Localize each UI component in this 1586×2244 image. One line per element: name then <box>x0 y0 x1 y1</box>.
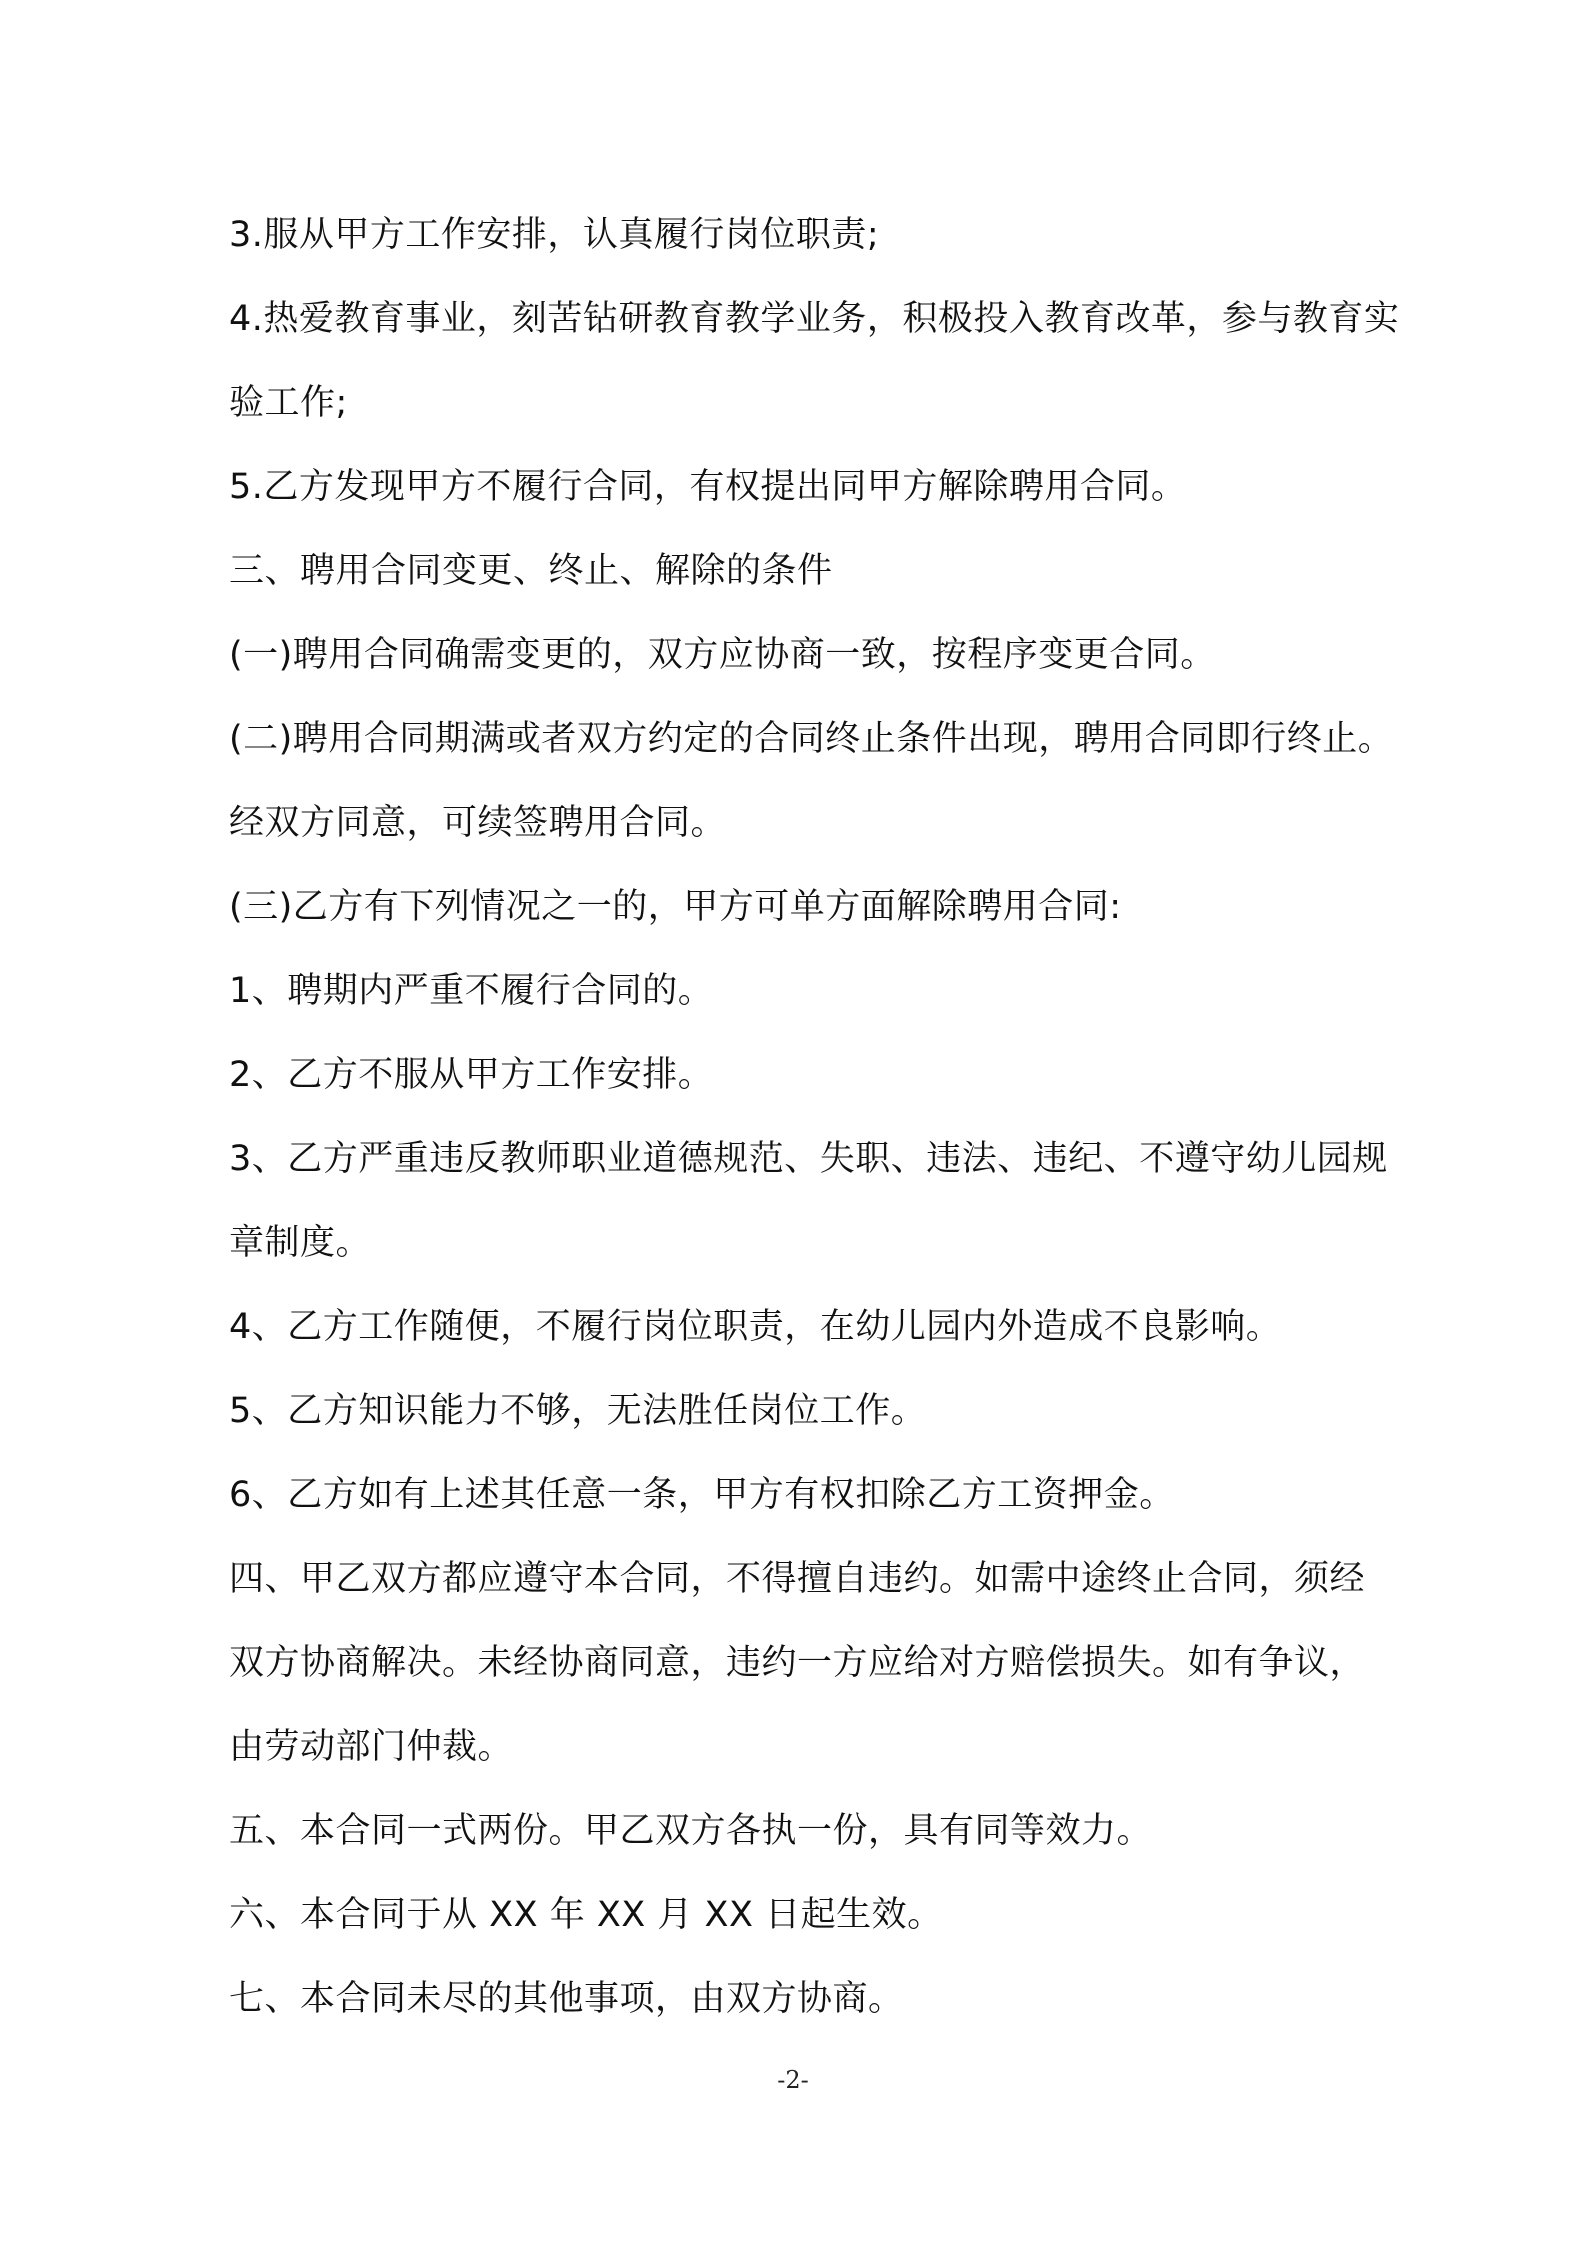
text-line: (二)聘用合同期满或者双方约定的合同终止条件出现，聘用合同即行终止。 <box>229 719 1394 759</box>
text-line: 经双方同意，可续签聘用合同。 <box>229 803 727 843</box>
section-heading: 六、本合同于从 XX 年 XX 月 XX 日起生效。 <box>229 1895 943 1935</box>
section-heading: 四、甲乙双方都应遵守本合同，不得擅自违约。如需中途终止合同，须经 <box>229 1559 1366 1599</box>
text-line: 双方协商解决。未经协商同意，违约一方应给对方赔偿损失。如有争议， <box>229 1643 1366 1683</box>
list-item: 4、乙方工作随便，不履行岗位职责，在幼儿园内外造成不良影响。 <box>229 1307 1282 1347</box>
list-item: 2、乙方不服从甲方工作安排。 <box>229 1055 714 1095</box>
text-line: 5.乙方发现甲方不履行合同，有权提出同甲方解除聘用合同。 <box>229 467 1187 507</box>
section-heading: 七、本合同未尽的其他事项，由双方协商。 <box>229 1979 904 2019</box>
section-heading: 三、聘用合同变更、终止、解除的条件 <box>229 551 833 591</box>
text-line: (一)聘用合同确需变更的，双方应协商一致，按程序变更合同。 <box>229 635 1216 675</box>
text-line: (三)乙方有下列情况之一的，甲方可单方面解除聘用合同: <box>229 887 1122 927</box>
list-item: 6、乙方如有上述其任意一条，甲方有权扣除乙方工资押金。 <box>229 1475 1175 1515</box>
text-line: 验工作; <box>229 383 348 423</box>
text-line: 3.服从甲方工作安排，认真履行岗位职责; <box>229 215 880 255</box>
text-line: 4.热爱教育事业，刻苦钻研教育教学业务，积极投入教育改革，参与教育实 <box>229 299 1400 339</box>
document-body <box>229 193 1459 2041</box>
page-number: -2- <box>777 2066 809 2094</box>
text-line: 章制度。 <box>229 1223 372 1263</box>
text-line: 由劳动部门仲裁。 <box>229 1727 514 1767</box>
list-item: 3、乙方严重违反教师职业道德规范、失职、违法、违纪、不遵守幼儿园规 <box>229 1139 1388 1179</box>
list-item: 5、乙方知识能力不够，无法胜任岗位工作。 <box>229 1391 927 1431</box>
section-heading: 五、本合同一式两份。甲乙双方各执一份，具有同等效力。 <box>229 1811 1153 1851</box>
list-item: 1、聘期内严重不履行合同的。 <box>229 971 714 1011</box>
